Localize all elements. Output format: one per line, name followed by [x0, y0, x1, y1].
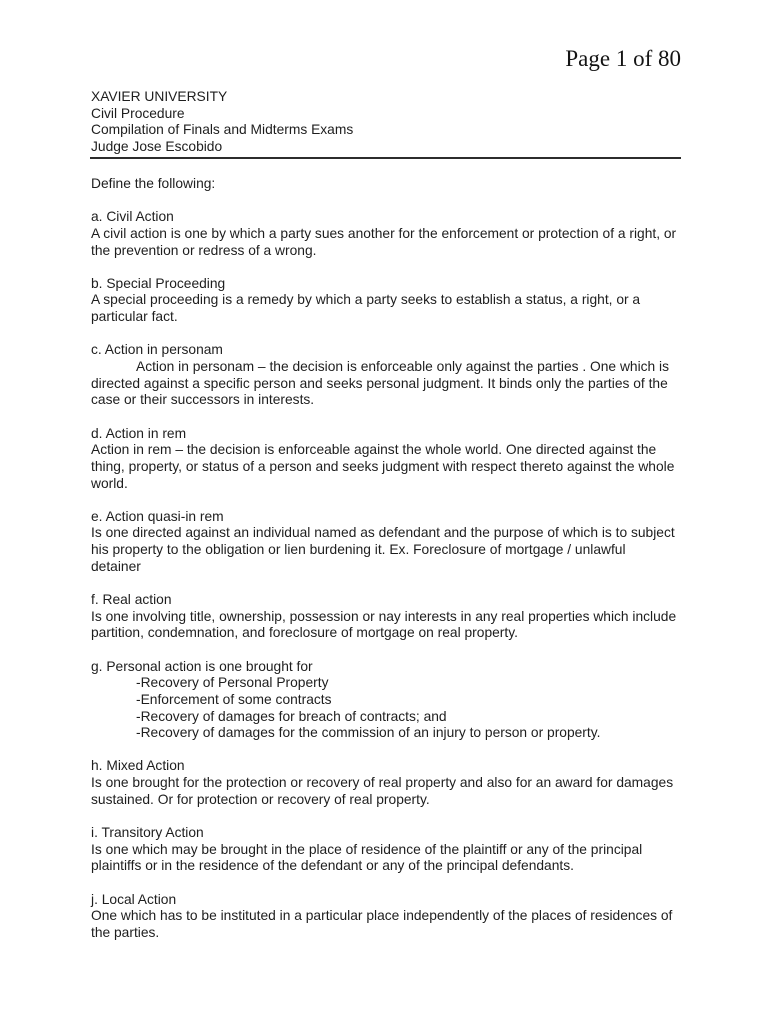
section-list-item: -Recovery of damages for breach of contracts; and [136, 708, 447, 724]
section-special-proceeding [91, 276, 691, 326]
section-list-item: -Enforcement of some contracts [136, 691, 332, 707]
section-text-line: sustained. Or for protection or recovery of real property. [91, 791, 430, 807]
section-title: g. Personal action is one brought for [91, 658, 313, 674]
header-rule-divider [90, 157, 681, 159]
section-text-line: Action in personam – the decision is enforceable only against the parties . One which is [136, 359, 670, 375]
section-title: e. Action quasi-in rem [91, 508, 224, 524]
section-text-line: the prevention or redress of a wrong. [91, 242, 317, 258]
section-civil-action [91, 209, 691, 259]
section-real-action [91, 592, 691, 642]
section-text-line: world. [91, 475, 128, 491]
section-text-line: case or their successors in interests. [91, 392, 315, 408]
intro-line: Define the following: [91, 176, 216, 191]
section-text-line: thing, property, or status of a person and seeks judgment with respect thereto against the whole [91, 458, 675, 474]
section-text-line: the parties. [91, 924, 160, 940]
section-text-line: Is one involving title, ownership, possession or nay interests in any real properties which include [91, 608, 677, 624]
section-text-line: detainer [91, 558, 141, 574]
section-title: a. Civil Action [91, 209, 174, 225]
document-header [91, 89, 353, 156]
section-text-line: Is one which may be brought in the place of residence of the plaintiff or any of the principal [91, 841, 643, 857]
section-text-line: particular fact. [91, 309, 178, 325]
section-text-line: directed against a specific person and seeks personal judgment. It binds only the parties of the [91, 375, 668, 391]
section-title: j. Local Action [91, 891, 177, 907]
section-text-line: Action in rem – the decision is enforceable against the whole world. One directed against the [91, 442, 657, 458]
section-text-line: Is one brought for the protection or recovery of real property and also for an award for damages [91, 775, 674, 791]
section-action-quasi-in-rem [91, 509, 691, 576]
section-text-line: Is one directed against an individual named as defendant and the purpose of which is to subject [91, 525, 675, 541]
section-title: b. Special Proceeding [91, 275, 226, 291]
section-local-action [91, 892, 691, 942]
header-university: XAVIER UNIVERSITY [91, 89, 228, 104]
section-text-line: One which has to be instituted in a particular place independently of the places of residences of [91, 908, 673, 924]
page-number: Page 1 of 80 [565, 46, 681, 71]
section-text-line: his property to the obligation or lien burdening it. Ex. Foreclosure of mortgage / unlawful [91, 542, 626, 558]
document-body [91, 176, 691, 941]
section-title: f. Real action [91, 592, 172, 608]
section-action-in-personam [91, 342, 691, 409]
header-judge: Judge Jose Escobido [91, 138, 223, 154]
section-title: h. Mixed Action [91, 758, 185, 774]
header-subject: Civil Procedure [91, 105, 185, 121]
section-title: i. Transitory Action [91, 824, 204, 840]
section-personal-action [91, 659, 691, 742]
section-list-item: -Recovery of Personal Property [136, 675, 329, 691]
section-title: c. Action in personam [91, 342, 223, 358]
header-compilation: Compilation of Finals and Midterms Exams [91, 122, 354, 138]
section-text-line: A civil action is one by which a party sues another for the enforcement or protection of a right, or [91, 225, 677, 241]
section-mixed-action [91, 758, 691, 808]
section-text-line: A special proceeding is a remedy by which a party seeks to establish a status, a right, or a [91, 292, 641, 308]
section-text-line: plaintiffs or in the residence of the defendant or any of the principal defendants. [91, 858, 574, 874]
section-action-in-rem [91, 426, 691, 493]
section-text-line: partition, condemnation, and foreclosure of mortgage on real property. [91, 625, 518, 641]
section-list-item: -Recovery of damages for the commission of an injury to person or property. [136, 725, 601, 741]
section-transitory-action [91, 825, 691, 875]
section-title: d. Action in rem [91, 425, 187, 441]
